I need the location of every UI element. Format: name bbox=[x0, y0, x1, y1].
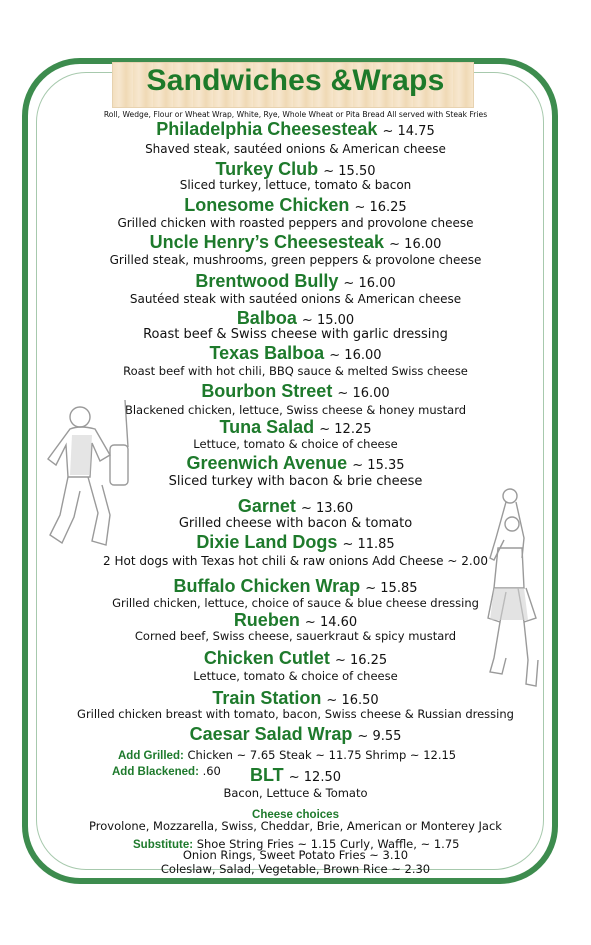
add-grilled-label: Add Grilled: bbox=[118, 750, 184, 762]
item-desc: Blackened chicken, lettuce, Swiss cheese & honey mustard bbox=[124, 403, 467, 417]
item-name-line bbox=[0, 159, 591, 180]
item-price: ~ 16.00 bbox=[389, 237, 442, 252]
item-name: Bourbon Street bbox=[201, 381, 333, 401]
item-name: Train Station bbox=[212, 688, 322, 708]
item-price: ~ 16.50 bbox=[326, 693, 379, 708]
item-desc: Lettuce, tomato & choice of cheese bbox=[193, 437, 398, 451]
item-price: ~ 16.00 bbox=[337, 386, 390, 401]
item-desc: Grilled chicken with roasted peppers and provolone cheese bbox=[117, 216, 474, 230]
hockey-goalie-illustration bbox=[40, 395, 150, 555]
item-price: ~ 12.50 bbox=[288, 770, 341, 785]
item-name: Rueben bbox=[233, 610, 300, 630]
item-desc: Shaved steak, sautéed onions & American cheese bbox=[145, 142, 446, 156]
item-name: Balboa bbox=[236, 308, 297, 328]
item-desc: Sliced turkey with bacon & brie cheese bbox=[168, 474, 423, 489]
item-desc: Roast beef with hot chili, BBQ sauce & melted Swiss cheese bbox=[123, 364, 468, 378]
menu-subtitle: Roll, Wedge, Flour or Wheat Wrap, White, Rye, Whole Wheat or Pita Bread All served with Steak Fries bbox=[103, 110, 488, 119]
item-name: Chicken Cutlet bbox=[203, 648, 330, 668]
item-price: ~ 12.25 bbox=[319, 422, 372, 437]
add-blackened-text: .60 bbox=[198, 764, 221, 778]
item-name-line bbox=[0, 343, 591, 364]
item-price: ~ 14.75 bbox=[382, 124, 435, 139]
item-desc: Corned beef, Swiss cheese, sauerkraut & spicy mustard bbox=[134, 629, 457, 643]
basketball-player-illustration bbox=[478, 488, 550, 702]
item-desc: Sautéed steak with sautéed onions & American cheese bbox=[129, 292, 462, 306]
item-name: Greenwich Avenue bbox=[186, 453, 348, 473]
item-name: BLT bbox=[250, 765, 284, 785]
item-price: ~ 16.00 bbox=[329, 348, 382, 363]
item-price: ~ 16.25 bbox=[334, 653, 388, 668]
menu-title: Sandwiches &Wraps bbox=[146, 64, 445, 97]
substitute-text: Shoe String Fries ~ 1.15 Curly, Waffle, ~ 1.75 bbox=[193, 837, 460, 851]
item-desc: Lettuce, tomato & choice of cheese bbox=[193, 669, 398, 683]
item-desc: Sliced turkey, lettuce, tomato & bacon bbox=[179, 178, 412, 192]
item-price: ~ 16.25 bbox=[354, 200, 407, 215]
item-desc: Roast beef & Swiss cheese with garlic dressing bbox=[143, 327, 448, 342]
item-name: Turkey Club bbox=[215, 159, 319, 179]
item-name: Tuna Salad bbox=[219, 417, 315, 437]
add-blackened-label: Add Blackened: bbox=[112, 766, 199, 778]
substitute-label: Substitute: bbox=[133, 839, 194, 851]
item-name-line bbox=[0, 195, 591, 216]
item-name-line bbox=[0, 119, 591, 140]
item-name-line bbox=[0, 308, 591, 329]
item-name-line bbox=[0, 724, 591, 745]
item-desc: Bacon, Lettuce & Tomato bbox=[223, 786, 368, 800]
item-price: ~ 11.85 bbox=[342, 537, 395, 552]
item-name: Lonesome Chicken bbox=[184, 195, 350, 215]
item-name: Philadelphia Cheesesteak bbox=[156, 119, 378, 139]
item-name: Buffalo Chicken Wrap bbox=[173, 576, 361, 596]
cheese-text: Provolone, Mozzarella, Swiss, Cheddar, Brie, American or Monterey Jack bbox=[89, 819, 502, 833]
item-desc: Grilled chicken breast with tomato, bacon, Swiss cheese & Russian dressing bbox=[77, 707, 514, 721]
item-desc: Grilled chicken, lettuce, choice of sauce & blue cheese dressing bbox=[112, 596, 479, 610]
item-price: ~ 15.35 bbox=[352, 458, 405, 473]
cheese-title-text: Cheese choices bbox=[252, 809, 339, 821]
item-desc: Grilled cheese with bacon & tomato bbox=[178, 516, 413, 531]
item-desc: 2 Hot dogs with Texas hot chili & raw onions Add Cheese ~ 2.00 bbox=[103, 554, 488, 568]
item-name-line bbox=[0, 232, 591, 253]
item-price: ~ 15.00 bbox=[301, 313, 355, 328]
item-price: ~ 16.00 bbox=[343, 276, 396, 291]
substitute-line2: Onion Rings, Sweet Potato Fries ~ 3.10 bbox=[182, 848, 409, 862]
item-name: Uncle Henry’s Cheesesteak bbox=[149, 232, 385, 252]
item-name-line bbox=[0, 271, 591, 292]
item-price: ~ 13.60 bbox=[300, 501, 354, 516]
substitute-line3: Coleslaw, Salad, Vegetable, Brown Rice ~ 2.30 bbox=[160, 862, 431, 876]
item-price: ~ 15.50 bbox=[323, 164, 376, 179]
item-price: ~ 15.85 bbox=[365, 581, 418, 596]
item-name: Dixie Land Dogs bbox=[196, 532, 338, 552]
add-grilled-text: Chicken ~ 7.65 Steak ~ 11.75 Shrimp ~ 12.15 bbox=[183, 748, 457, 762]
item-desc: Grilled steak, mushrooms, green peppers & provolone cheese bbox=[109, 253, 482, 267]
item-name: Caesar Salad Wrap bbox=[189, 724, 353, 744]
item-name-line bbox=[0, 765, 591, 786]
item-name: Garnet bbox=[237, 496, 296, 516]
item-name: Texas Balboa bbox=[209, 343, 325, 363]
item-price: ~ 14.60 bbox=[304, 615, 358, 630]
item-price: ~ 9.55 bbox=[357, 729, 402, 744]
item-name: Brentwood Bully bbox=[195, 271, 339, 291]
